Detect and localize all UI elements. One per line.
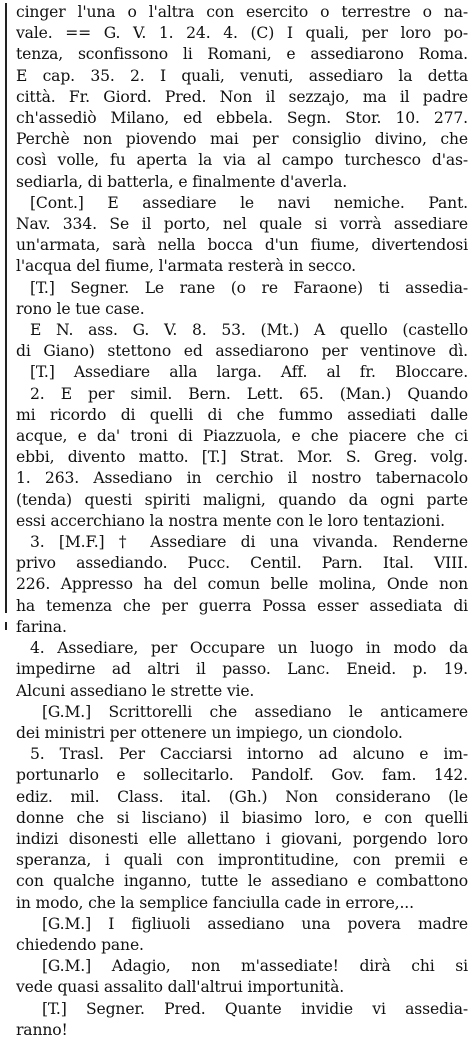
text-line: chiedendo pane. <box>16 935 144 954</box>
text-line: 5. Trasl. Per Cacciarsi intorno ad alcuno e im- <box>30 745 468 764</box>
text-line: ediz. mil. Class. ital. (Gh.) Non considerano (le <box>16 787 468 806</box>
text-line: [G.M.] Adagio, non m'assediate! dirà chi si <box>42 957 468 976</box>
text-line: Alcuni assediano le strette vie. <box>16 681 255 700</box>
text-line: (tenda) questi spiriti maligni, quando da ogni parte <box>16 490 468 509</box>
text-line: speranza, i quali con improntitudine, con premii e <box>16 851 468 870</box>
text-line: [T.] Assediare alla larga. Aff. al fr. Bloccare. <box>30 363 468 382</box>
text-line: vede quasi assalito dall'altrui importunità. <box>16 978 345 997</box>
text-line: portunarlo e sollecitarlo. Pandolf. Gov. fam. 142. <box>16 766 468 785</box>
text-line: 1. 263. Assediano in cerchio il nostro tabernacolo <box>16 469 468 488</box>
text-line: [T.] Segner. Pred. Quante invidie vi assedia- <box>42 999 468 1018</box>
text-line: acque, e da' troni di Piazzuola, e che piacere che ci <box>16 427 468 446</box>
text-line: 2. E per simil. Bern. Lett. 65. (Man.) Quando <box>30 384 468 403</box>
text-line: così volle, fu aperta la via al campo turchesco d'as- <box>16 151 468 170</box>
text-line: mi ricordo di quelli di che fummo assediati dalle <box>16 405 468 424</box>
text-line: ch'assediò Milano, ed ebbela. Segn. Stor. 10. 277. <box>16 109 468 128</box>
text-line: ha temenza che per guerra Possa esser assediata di <box>16 596 468 615</box>
text-line: essi accerchiano la nostra mente con le loro tentazioni. <box>16 511 445 530</box>
text-line: vale. == G. V. 1. 24. 4. (C) I quali, per loro po- <box>16 24 468 43</box>
text-line: città. Fr. Giord. Pred. Non il sezzajo, ma il padre <box>16 87 468 106</box>
text-line: sediarla, di batterla, e finalmente d'averla. <box>16 172 348 191</box>
text-line: [T.] Segner. Le rane (o re Faraone) ti assedia- <box>30 278 468 297</box>
text-line: l'acqua del fiume, l'armata resterà in secco. <box>16 257 356 276</box>
margin-rule-lower <box>5 622 7 630</box>
text-line: cinger l'una o l'altra con esercito o terrestre o na- <box>16 3 468 21</box>
text-line: 226. Appresso ha del comun belle molina, Onde non <box>16 575 468 594</box>
text-line: con qualche inganno, tutte le assediano e combattono <box>16 872 468 891</box>
text-line: tenza, sconfissono li Romani, e assediarono Roma. <box>16 45 468 64</box>
text-line: ebbi, divento matto. [T.] Strat. Mor. S. Greg. volg. <box>16 448 468 467</box>
text-line: privo assediando. Pucc. Centil. Parn. Ital. VIII. <box>16 554 468 573</box>
text-line: dei ministri per ottenere un impiego, un ciondolo. <box>16 723 403 742</box>
text-line: E N. ass. G. V. 8. 53. (Mt.) A quello (castello <box>30 321 468 340</box>
text-line: 3. [M.F.] † Assediare di una vivanda. Renderne <box>30 533 468 552</box>
text-line: [Cont.] E assediare le navi nemiche. Pant. <box>30 193 468 212</box>
text-line: Perchè non piovendo mai per consiglio divino, che <box>16 130 468 149</box>
text-line: Nav. 334. Se il porto, nel quale si vorrà assediare <box>16 215 468 234</box>
text-line: farina. <box>16 617 67 636</box>
text-line: 4. Assediare, per Occupare un luogo in modo da <box>30 639 468 658</box>
text-line: [G.M.] I figliuoli assediano una povera madre <box>42 914 468 933</box>
text-line: ranno! <box>16 1020 68 1039</box>
entry-text <box>16 2 468 1041</box>
text-line: [G.M.] Scrittorelli che assediano le anticamere <box>42 702 468 721</box>
text-line: donne che si lisciano) il biasimo loro, e con quelli <box>16 808 468 827</box>
text-line: impedirne ad altri il passo. Lanc. Eneid. p. 19. <box>16 660 468 679</box>
text-line: rono le tue case. <box>16 299 145 318</box>
text-line: indizi disonesti elle allettano i giovani, porgendo loro <box>16 829 468 848</box>
text-line: E cap. 35. 2. I quali, venuti, assediaro la detta <box>16 66 468 85</box>
text-line: un'armata, sarà nella bocca d'un fiume, divertendosi <box>16 236 468 255</box>
text-line: in modo, che la semplice fanciulla cade in errore,... <box>16 893 414 912</box>
text-line: di Giano) stettono ed assediarono per ventinove dì. <box>16 342 468 361</box>
margin-rule <box>5 3 7 613</box>
